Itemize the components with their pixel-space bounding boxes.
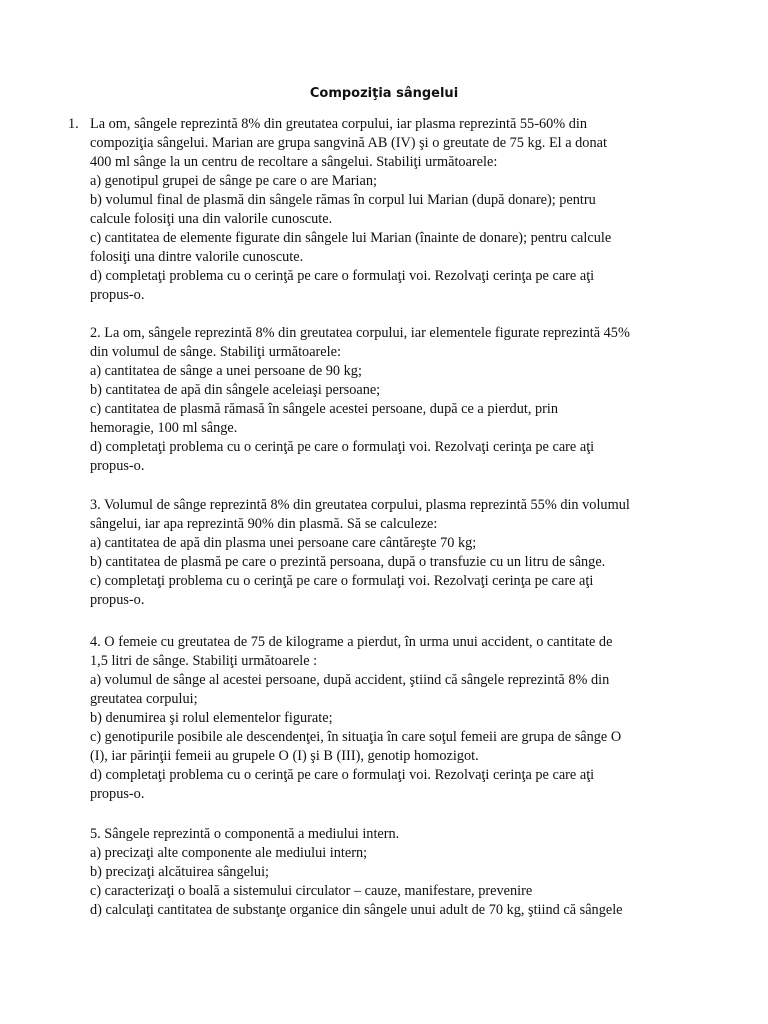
- problem-5: [90, 825, 680, 920]
- problem-text-line: compoziţia sângelui. Marian are grupa sangvină AB (IV) şi o greutate de 75 kg. El a donat: [90, 135, 607, 151]
- problem-text-line: propus-o.: [90, 287, 145, 303]
- problem-text-line: a) precizaţi alte componente ale mediului intern;: [90, 845, 368, 861]
- problem-text-line: c) caracterizaţi o boală a sistemului circulator – cauze, manifestare, prevenire: [90, 883, 533, 899]
- problem-text-line: 5. Sângele reprezintă o componentă a mediului intern.: [90, 826, 400, 842]
- problem-text-line: d) completaţi problema cu o cerinţă pe care o formulaţi voi. Rezolvaţi cerinţa pe care aţi: [90, 268, 595, 284]
- problem-text-line: b) precizaţi alcătuirea sângelui;: [90, 864, 270, 880]
- problem-text-line: b) cantitatea de plasmă pe care o prezintă persoana, după o transfuzie cu un litru de sânge.: [90, 554, 606, 570]
- problem-text-line: 4. O femeie cu greutatea de 75 de kilograme a pierdut, în urma unui accident, o cantitate de: [90, 634, 613, 650]
- problem-text-line: c) genotipurile posibile ale descendenţei, în situaţia în care soţul femeii are grupa de sânge O: [90, 729, 622, 745]
- problem-text-line: din volumul de sânge. Stabiliţi următoarele:: [90, 344, 341, 360]
- problem-text-line: propus-o.: [90, 458, 145, 474]
- problem-2: [90, 324, 680, 476]
- problem-text-line: a) genotipul grupei de sânge pe care o are Marian;: [90, 173, 377, 189]
- problem-text-line: a) cantitatea de apă din plasma unei persoane care cântăreşte 70 kg;: [90, 535, 477, 551]
- problem-1: [68, 115, 680, 305]
- problem-text-line: c) cantitatea de elemente figurate din sângele lui Marian (înainte de donare); pentru calcule: [90, 230, 612, 246]
- problem-text-line: propus-o.: [90, 786, 145, 802]
- problem-text-line: hemoragie, 100 ml sânge.: [90, 420, 238, 436]
- problem-text-line: calcule folosiţi una din valorile cunoscute.: [90, 211, 333, 227]
- problem-3: [90, 496, 680, 610]
- problem-text-line: 1,5 litri de sânge. Stabiliţi următoarele :: [90, 653, 318, 669]
- problem-text-line: sângelui, iar apa reprezintă 90% din plasmă. Să se calculeze:: [90, 516, 438, 532]
- problem-text-line: propus-o.: [90, 592, 145, 608]
- problem-text-line: 400 ml sânge la un centru de recoltare a sângelui. Stabiliţi următoarele:: [90, 154, 498, 170]
- problem-text-line: 3. Volumul de sânge reprezintă 8% din greutatea corpului, plasma reprezintă 55% din volumul: [90, 497, 630, 513]
- problem-text-line: c) cantitatea de plasmă rămasă în sângele acestei persoane, după ce a pierdut, prin: [90, 401, 558, 417]
- problem-text-line: a) cantitatea de sânge a unei persoane de 90 kg;: [90, 363, 362, 379]
- problem-number: 1.: [68, 116, 79, 132]
- problem-4: [90, 633, 680, 804]
- problem-text-line: b) denumirea şi rolul elementelor figurate;: [90, 710, 333, 726]
- problem-text-line: greutatea corpului;: [90, 691, 198, 707]
- document-title: Compoziţia sângelui: [309, 86, 459, 101]
- problem-text-line: folosiţi una dintre valorile cunoscute.: [90, 249, 304, 265]
- problem-text-line: d) calculaţi cantitatea de substanţe organice din sângele unui adult de 70 kg, ştiind că sângele: [90, 902, 623, 918]
- problem-text-line: a) volumul de sânge al acestei persoane, după accident, ştiind că sângele reprezintă 8% din: [90, 672, 610, 688]
- problem-text-line: c) completaţi problema cu o cerinţă pe care o formulaţi voi. Rezolvaţi cerinţa pe care aţi: [90, 573, 594, 589]
- problem-text-line: d) completaţi problema cu o cerinţă pe care o formulaţi voi. Rezolvaţi cerinţa pe care aţi: [90, 439, 595, 455]
- problem-text-line: b) cantitatea de apă din sângele aceleiaşi persoane;: [90, 382, 381, 398]
- problem-text-line: (I), iar părinţii femeii au grupele O (I) şi B (III), genotip homozigot.: [90, 748, 479, 764]
- problem-text-line: d) completaţi problema cu o cerinţă pe care o formulaţi voi. Rezolvaţi cerinţa pe care aţi: [90, 767, 595, 783]
- problem-text-line: La om, sângele reprezintă 8% din greutatea corpului, iar plasma reprezintă 55-60% din: [90, 116, 588, 132]
- problem-text-line: b) volumul final de plasmă din sângele rămas în corpul lui Marian (după donare); pentru: [90, 192, 596, 208]
- problem-text-line: 2. La om, sângele reprezintă 8% din greutatea corpului, iar elementele figurate reprezintă 45%: [90, 325, 630, 341]
